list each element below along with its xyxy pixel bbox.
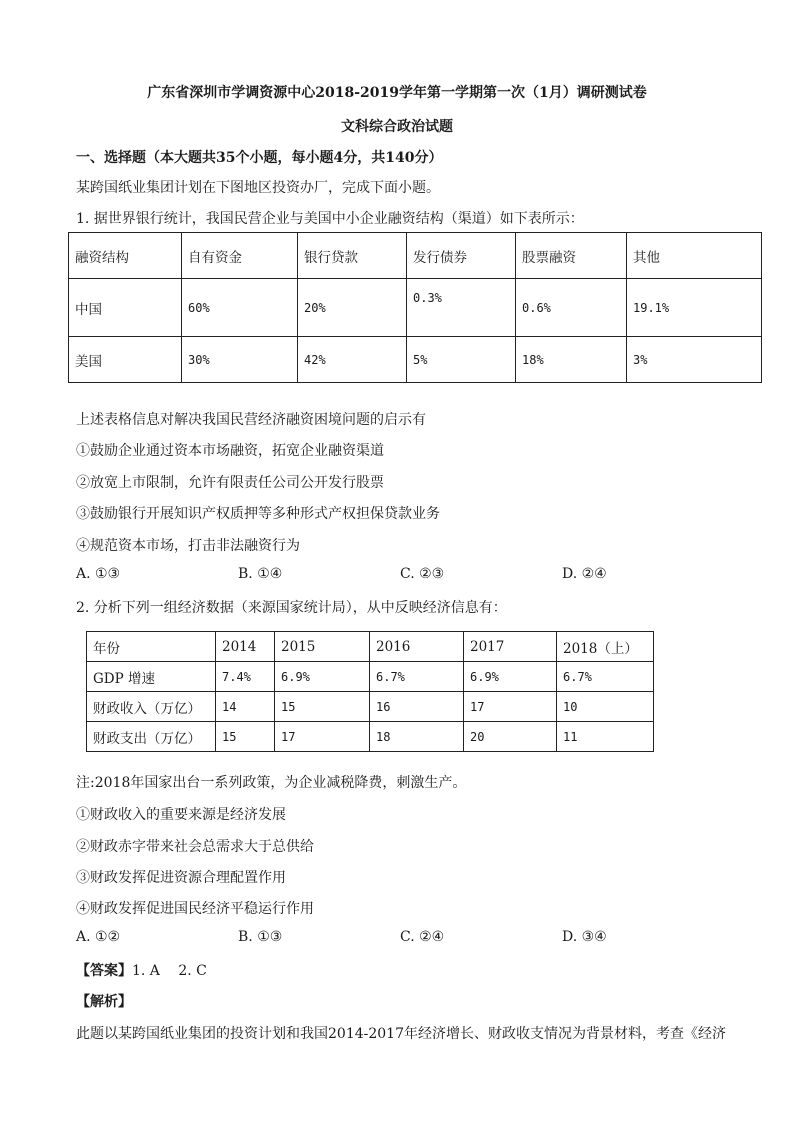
table-row (69, 279, 762, 337)
table-cell: 6.7% (557, 662, 654, 692)
answer-line (76, 960, 207, 980)
table-cell: 5% (407, 337, 516, 383)
table-cell: 17 (275, 722, 370, 752)
table-header-cell: 发行债券 (407, 233, 516, 279)
table-cell: 17 (464, 692, 557, 722)
q2-stem: 2. 分析下列一组经济数据（来源国家统计局），从中反映经济信息有： (76, 600, 507, 616)
table-cell: 6.9% (275, 662, 370, 692)
table-cell: 0.3% (407, 279, 516, 337)
q1-stem: 1. 据世界银行统计，我国民营企业与美国中小企业融资结构（渠道）如下表所示： (76, 211, 584, 227)
answer-label: 【答案】 (76, 963, 132, 979)
table-cell: 20% (298, 279, 407, 337)
q1-option-d[interactable]: D. ②④ (562, 566, 607, 582)
page-title: 广东省深圳市学调资源中心2018-2019学年第一学期第一次（1月）调研测试卷 (147, 85, 647, 101)
table-cell: 财政收入（万亿） (87, 692, 216, 722)
table-cell: 财政支出（万亿） (87, 722, 216, 752)
table-header-cell: 2015 (275, 632, 370, 662)
q2-economic-data-table (86, 631, 654, 752)
q2-option-d[interactable]: D. ③④ (562, 929, 607, 945)
q2-item-1: ①财政收入的重要来源是经济发展 (76, 807, 286, 823)
q1-item-4: ④规范资本市场，打击非法融资行为 (76, 538, 300, 554)
table-header-cell: 2016 (370, 632, 464, 662)
q2-note: 注:2018年国家出台一系列政策，为企业减税降费，刺激生产。 (76, 775, 467, 791)
q1-item-2: ②放宽上市限制，允许有限责任公司公开发行股票 (76, 475, 384, 491)
table-cell: 美国 (69, 337, 182, 383)
table-cell: 0.6% (516, 279, 627, 337)
table-row (87, 662, 654, 692)
table-header-cell: 自有资金 (182, 233, 298, 279)
table-header-cell: 2014 (216, 632, 275, 662)
analysis-label: 【解析】 (76, 994, 132, 1010)
answer-text: 1. A 2. C (132, 963, 207, 979)
table-cell: 30% (182, 337, 298, 383)
table-cell: 60% (182, 279, 298, 337)
table-header-row (87, 632, 654, 662)
table-cell: GDP 增速 (87, 662, 216, 692)
table-cell: 19.1% (627, 279, 762, 337)
table-cell: 16 (370, 692, 464, 722)
q1-option-c[interactable]: C. ②③ (400, 566, 445, 582)
table-cell: 18% (516, 337, 627, 383)
intro-text: 某跨国纸业集团计划在下图地区投资办厂，完成下面小题。 (76, 180, 440, 196)
table-cell: 中国 (69, 279, 182, 337)
table-cell: 3% (627, 337, 762, 383)
q1-financing-table (68, 232, 762, 383)
table-row (87, 692, 654, 722)
table-cell: 7.4% (216, 662, 275, 692)
q2-item-4: ④财政发挥促进国民经济平稳运行作用 (76, 901, 314, 917)
table-cell: 42% (298, 337, 407, 383)
q1-prompt: 上述表格信息对解决我国民营经济融资困境问题的启示有 (76, 412, 426, 428)
table-cell: 14 (216, 692, 275, 722)
table-cell: 11 (557, 722, 654, 752)
table-cell: 10 (557, 692, 654, 722)
q1-item-3: ③鼓励银行开展知识产权质押等多种形式产权担保贷款业务 (76, 506, 440, 522)
table-header-cell: 其他 (627, 233, 762, 279)
q1-item-1: ①鼓励企业通过资本市场融资，拓宽企业融资渠道 (76, 443, 384, 459)
table-header-row (69, 233, 762, 279)
table-row (69, 337, 762, 383)
q2-item-3: ③财政发挥促进资源合理配置作用 (76, 870, 286, 886)
table-header-cell: 2017 (464, 632, 557, 662)
table-cell: 15 (216, 722, 275, 752)
q2-option-b[interactable]: B. ①③ (238, 929, 283, 945)
table-header-cell: 股票融资 (516, 233, 627, 279)
analysis-text: 此题以某跨国纸业集团的投资计划和我国2014-2017年经济增长、财政收支情况为背景材料，考查《经济 (76, 1026, 726, 1042)
table-cell: 18 (370, 722, 464, 752)
table-header-cell: 年份 (87, 632, 216, 662)
table-cell: 6.9% (464, 662, 557, 692)
table-header-cell: 2018（上） (557, 632, 654, 662)
q1-option-b[interactable]: B. ①④ (238, 566, 283, 582)
table-cell: 6.7% (370, 662, 464, 692)
table-header-cell: 融资结构 (69, 233, 182, 279)
table-cell: 15 (275, 692, 370, 722)
q2-option-c[interactable]: C. ②④ (400, 929, 445, 945)
table-cell: 20 (464, 722, 557, 752)
q2-item-2: ②财政赤字带来社会总需求大于总供给 (76, 839, 314, 855)
table-row (87, 722, 654, 752)
q2-option-a[interactable]: A. ①② (76, 929, 121, 945)
page-subtitle: 文科综合政治试题 (341, 119, 453, 135)
q1-option-a[interactable]: A. ①③ (76, 566, 121, 582)
section-heading: 一、选择题（本大题共35个小题，每小题4分，共140分） (76, 150, 443, 166)
table-header-cell: 银行贷款 (298, 233, 407, 279)
